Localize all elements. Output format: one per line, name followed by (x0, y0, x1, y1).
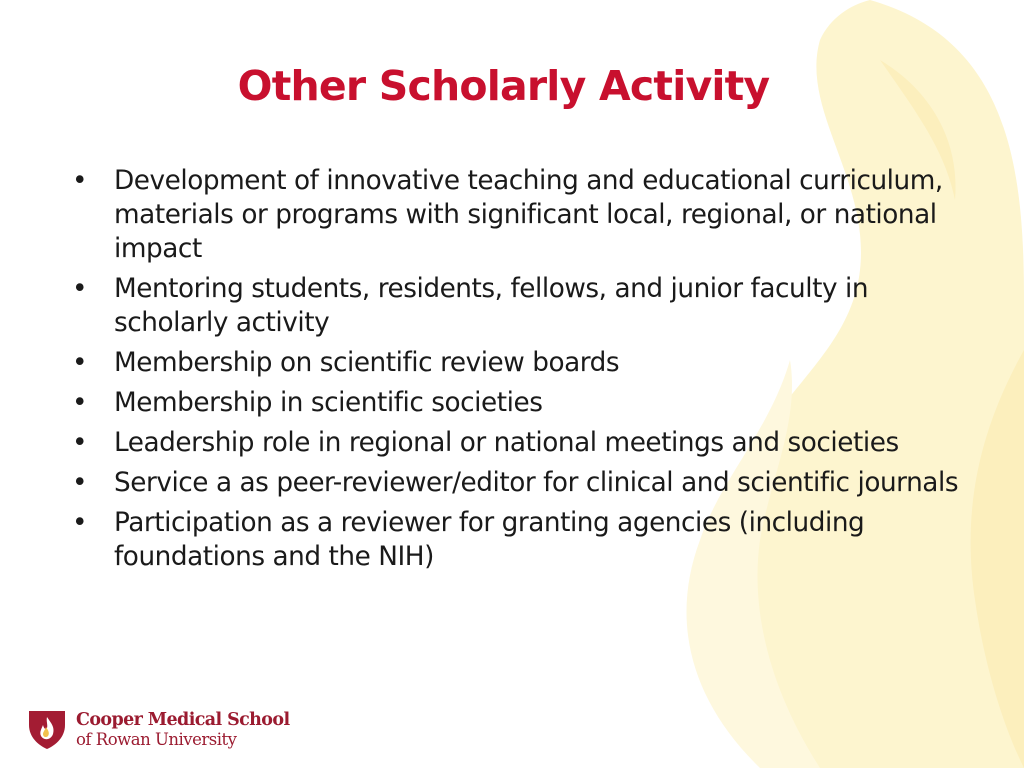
bullet-text: Development of innovative teaching and educational curriculum, materials or programs with significant local, regional, or national impact (114, 166, 943, 264)
bullet-text: Leadership role in regional or national meetings and societies (114, 428, 899, 458)
bullet-glyph: • (72, 166, 88, 196)
bullet-text: Mentoring students, residents, fellows, and junior faculty in scholarly activity (114, 274, 869, 338)
shield-flame-icon (26, 708, 68, 750)
bullet-glyph: • (72, 508, 88, 538)
bullet-text: Participation as a reviewer for granting agencies (including foundations and the NIH) (114, 508, 865, 572)
bullet-glyph: • (72, 388, 88, 418)
logo-line-2: of Rowan University (76, 730, 237, 749)
bullet-item (70, 346, 970, 380)
bullet-text: Service a as peer-reviewer/editor for clinical and scientific journals (114, 468, 959, 498)
bullet-glyph: • (72, 348, 88, 378)
logo-line-1: Cooper Medical School (76, 710, 290, 730)
slide-title: Other Scholarly Activity (237, 62, 770, 110)
bullet-item (70, 272, 970, 340)
bullet-item (70, 164, 970, 266)
bullet-glyph: • (72, 468, 88, 498)
bullet-item (70, 466, 970, 500)
bullet-text: Membership on scientific review boards (114, 348, 620, 378)
bullet-item (70, 426, 970, 460)
bullet-text: Membership in scientific societies (114, 388, 543, 418)
school-logo (26, 706, 290, 750)
bullet-item (70, 506, 970, 574)
bullet-list (70, 164, 970, 580)
bullet-item (70, 386, 970, 420)
bullet-glyph: • (72, 428, 88, 458)
bullet-glyph: • (72, 274, 88, 304)
